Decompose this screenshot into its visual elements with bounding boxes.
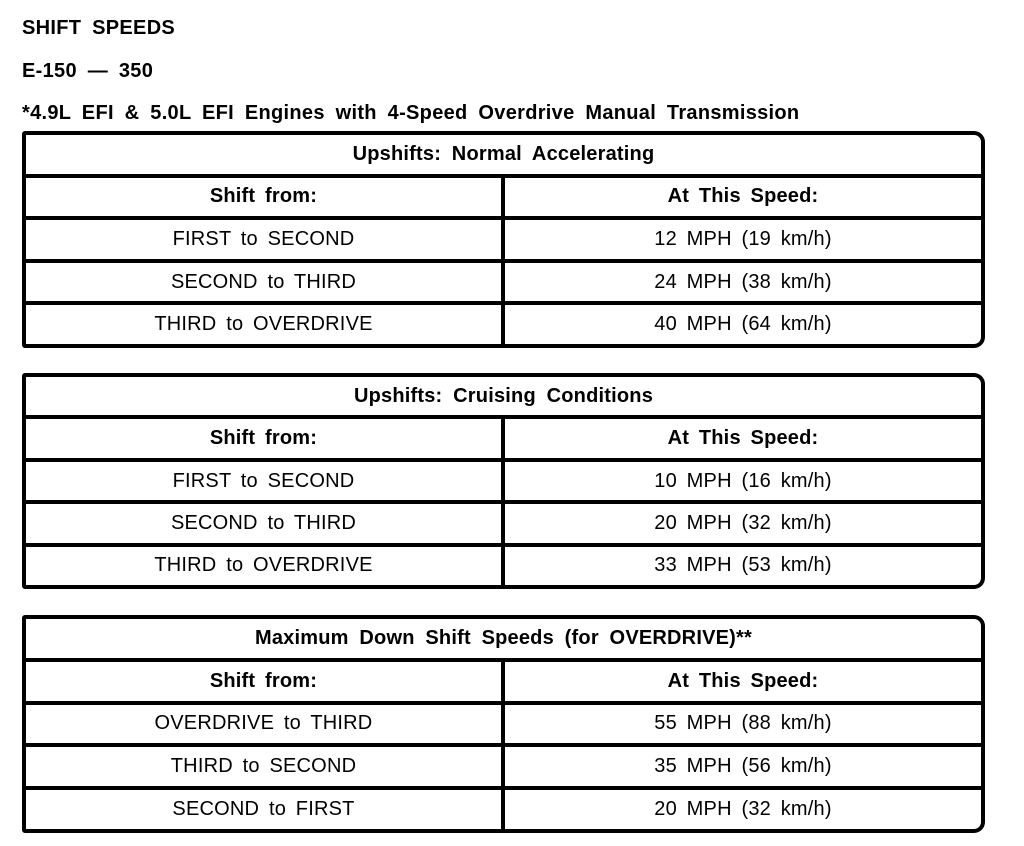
shift-from-cell: THIRD to OVERDRIVE xyxy=(26,305,505,344)
table-row xyxy=(26,504,981,546)
table-title: Upshifts: Normal Accelerating xyxy=(26,135,981,178)
speed-cell: 40 MPH (64 km/h) xyxy=(654,313,832,336)
shift-from-cell: SECOND to FIRST xyxy=(26,790,505,829)
speed-cell: 24 MPH (38 km/h) xyxy=(654,270,832,293)
table-row xyxy=(26,263,981,306)
table-upshifts-normal-accelerating xyxy=(22,131,985,348)
speed-cell: 35 MPH (56 km/h) xyxy=(654,755,832,778)
table-row xyxy=(26,305,981,344)
table-upshifts-cruising-conditions xyxy=(22,373,985,589)
column-header-at-this-speed: At This Speed: xyxy=(667,185,819,208)
shift-from-cell: FIRST to SECOND xyxy=(26,220,505,259)
speed-cell: 12 MPH (19 km/h) xyxy=(654,227,832,250)
model-range-subtitle: E-150 — 350 xyxy=(22,60,154,82)
table-row xyxy=(26,220,981,263)
shift-from-cell: OVERDRIVE to THIRD xyxy=(26,705,505,744)
shift-from-cell: FIRST to SECOND xyxy=(26,462,505,500)
shift-from-cell: SECOND to THIRD xyxy=(26,263,505,302)
table-maximum-downshift-speeds xyxy=(22,615,985,833)
speed-cell: 10 MPH (16 km/h) xyxy=(654,469,832,492)
shift-from-cell: THIRD to OVERDRIVE xyxy=(26,547,505,585)
column-header-at-this-speed: At This Speed: xyxy=(667,669,819,692)
table-row xyxy=(26,547,981,585)
table-row xyxy=(26,705,981,748)
page-title: SHIFT SPEEDS xyxy=(22,17,176,39)
table-header-row xyxy=(26,178,981,221)
column-header-at-this-speed: At This Speed: xyxy=(667,427,819,450)
table-header-row xyxy=(26,419,981,461)
shift-from-cell: THIRD to SECOND xyxy=(26,747,505,786)
table-row xyxy=(26,462,981,504)
speed-cell: 33 MPH (53 km/h) xyxy=(654,554,832,577)
column-header-shift-from: Shift from: xyxy=(26,178,505,217)
table-header-row xyxy=(26,662,981,705)
shift-from-cell: SECOND to THIRD xyxy=(26,504,505,542)
engine-transmission-note: *4.9L EFI & 5.0L EFI Engines with 4-Speed Overdrive Manual Transmission xyxy=(22,102,800,124)
speed-cell: 20 MPH (32 km/h) xyxy=(654,798,832,821)
speed-cell: 20 MPH (32 km/h) xyxy=(654,511,832,534)
table-title: Upshifts: Cruising Conditions xyxy=(26,377,981,419)
table-row xyxy=(26,747,981,790)
speed-cell: 55 MPH (88 km/h) xyxy=(654,712,832,735)
column-header-shift-from: Shift from: xyxy=(26,662,505,701)
column-header-shift-from: Shift from: xyxy=(26,419,505,457)
table-title: Maximum Down Shift Speeds (for OVERDRIVE)** xyxy=(26,619,981,662)
table-row xyxy=(26,790,981,829)
